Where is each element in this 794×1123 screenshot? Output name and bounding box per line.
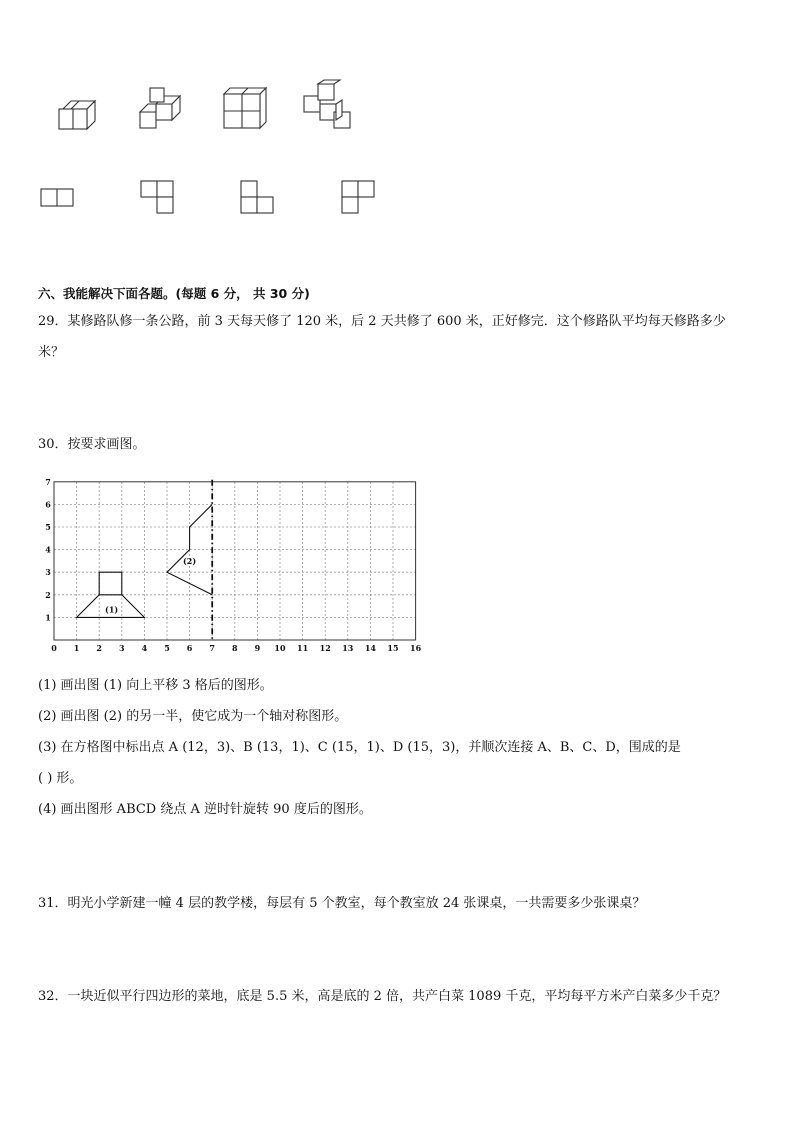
y-tick-label: 4 bbox=[45, 544, 51, 555]
x-tick-label: 14 bbox=[364, 643, 376, 653]
figure-1-label: (1) bbox=[105, 604, 119, 615]
x-tick-label: 1 bbox=[73, 643, 80, 653]
q31-text: 31．明光小学新建一幢 4 层的教学楼，每层有 5 个教室，每个教室放 24 张课桌，一共需要多少张课桌？ bbox=[38, 896, 646, 911]
figure-2-shape bbox=[167, 504, 212, 594]
x-tick-label: 6 bbox=[186, 643, 193, 653]
q30-sub3-line1: (3) 在方格图中标出点 A (12，3)、B (13，1)、C (15，1)、D (15，3)，并顺次连接 A、B、C、D，围成的是 bbox=[38, 740, 681, 755]
y-tick-label: 3 bbox=[45, 567, 51, 578]
x-tick-label: 12 bbox=[319, 643, 331, 653]
q30-sub3-line2: ( ) 形。 bbox=[38, 771, 83, 786]
x-tick-label: 15 bbox=[387, 643, 399, 653]
x-tick-label: 7 bbox=[209, 643, 215, 653]
grid-lines bbox=[54, 482, 416, 640]
q30-sub2: (2) 画出图 (2) 的另一半，使它成为一个轴对称图形。 bbox=[38, 709, 348, 724]
y-tick-label: 5 bbox=[45, 522, 51, 532]
q30-sub4: (4) 画出图形 ABCD 绕点 A 逆时针旋转 90 度后的图形。 bbox=[38, 802, 372, 817]
y-tick-label: 6 bbox=[45, 499, 51, 510]
grid-border bbox=[54, 482, 416, 640]
q30-intro: 30．按要求画图。 bbox=[38, 437, 146, 452]
x-tick-label: 8 bbox=[232, 643, 238, 653]
x-tick-label: 0 bbox=[51, 643, 57, 653]
y-tick-label: 7 bbox=[45, 476, 51, 487]
figure-2-label: (2) bbox=[183, 555, 197, 566]
q29-text-line1: 29．某修路队修一条公路，前 3 天每天修了 120 米，后 2 天共修了 600 米，正好修完．这个修路队平均每天修路多少 bbox=[38, 314, 726, 329]
x-tick-label: 11 bbox=[297, 643, 309, 653]
q32-text: 32．一块近似平行四边形的菜地，底是 5.5 米，高是底的 2 倍，共产白菜 1089 千克，平均每平方米产白菜多少千克？ bbox=[38, 989, 727, 1004]
section-heading: 六、我能解决下面各题。(每题 6 分， 共 30 分) bbox=[38, 286, 310, 301]
x-tick-label: 13 bbox=[342, 643, 354, 653]
x-tick-label: 2 bbox=[96, 643, 102, 653]
y-tick-label: 2 bbox=[45, 589, 51, 600]
y-tick-label: 1 bbox=[45, 612, 51, 623]
x-tick-label: 4 bbox=[141, 643, 148, 653]
x-tick-label: 5 bbox=[164, 643, 170, 653]
x-tick-label: 16 bbox=[410, 643, 422, 653]
x-tick-label: 10 bbox=[274, 643, 286, 653]
q30-sub1: (1) 画出图 (1) 向上平移 3 格后的图形。 bbox=[38, 678, 273, 693]
x-tick-label: 9 bbox=[254, 643, 261, 653]
q29-text-line2: 米？ bbox=[38, 345, 65, 360]
x-tick-label: 3 bbox=[119, 643, 125, 653]
